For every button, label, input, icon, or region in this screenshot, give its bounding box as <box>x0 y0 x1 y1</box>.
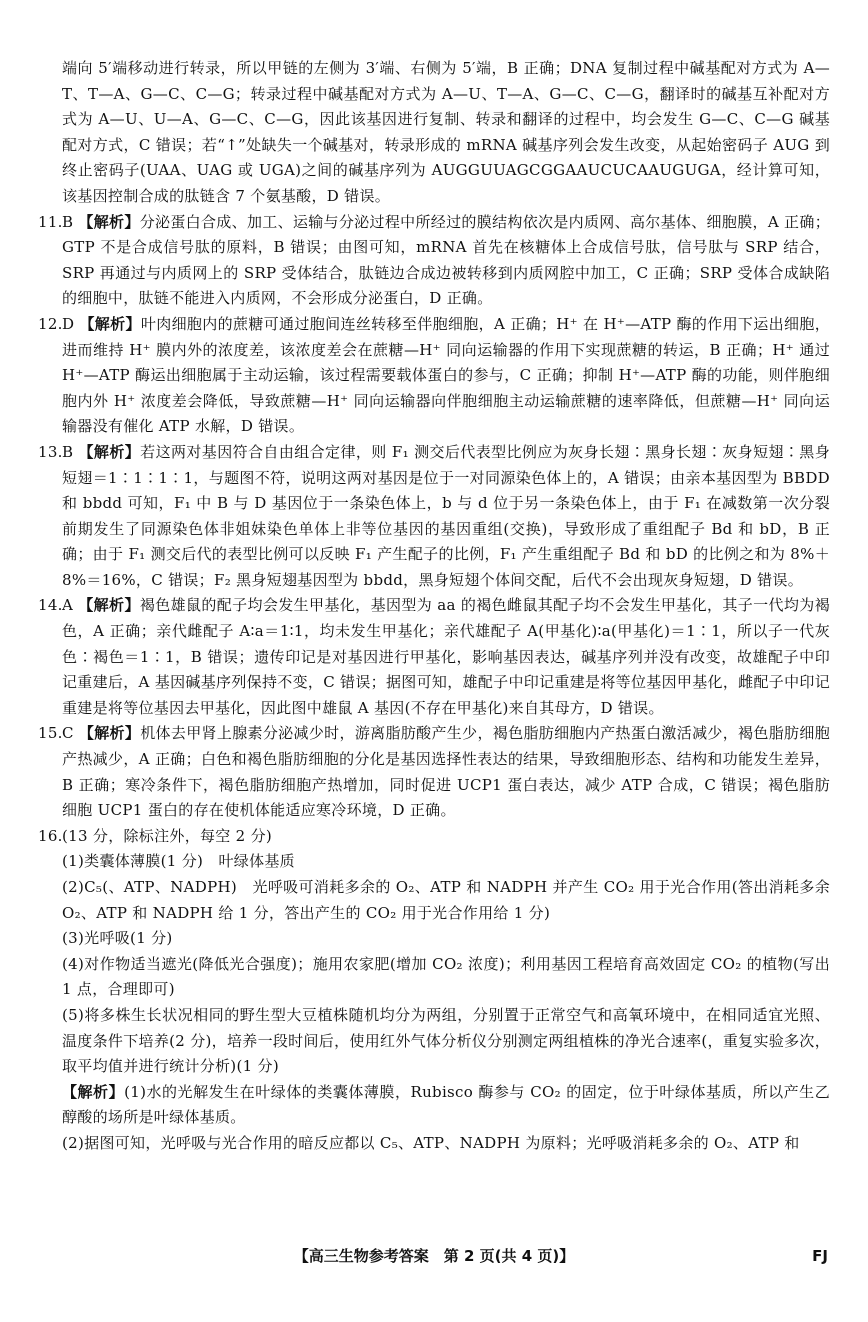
answer-15 <box>38 721 830 823</box>
answer-14 <box>38 593 830 721</box>
answer-16-explanation-1-text: (1)水的光解发生在叶绿体的类囊体薄膜，Rubisco 酶参与 CO₂ 的固定，位于叶绿体基质，所以产生乙醇酸的场所是叶绿体基质。 <box>62 1082 830 1127</box>
answer-16-tag: 【解析】 <box>62 1082 125 1101</box>
answer-12 <box>38 312 830 440</box>
answer-14-key: A <box>62 596 74 615</box>
answer-13 <box>38 440 830 594</box>
answer-15-tag: 【解析】 <box>78 724 141 743</box>
answer-14-tag: 【解析】 <box>78 596 140 615</box>
answer-13-text: 若这两对基因符合自由组合定律，则 F₁ 测交后代表型比例应为灰身长翅∶黑身长翅∶灰身短翅∶黑身短翅＝1∶1∶1∶1，与题图不符，说明这两对基因是位于一对同源染色体上的，A 错误；由亲本基因型为 BBDD 和 bbdd 可知，F₁ 中 B 与 D 基因位于一条染色体上，b 与 d 位于另一条染色体上，由于 F₁ 在减数第一次分裂前期发生了同源染色体非姐妹染色单体上非等位基因的基因重组(交换)，导致形成了重组配子 Bd 和 bD，B 正确；由于 F₁ 测交后代的表型比例可以反映 F₁ 产生配子的比例，F₁ 产生重组配子 Bd 和 bD 的比例之和为 8%＋8%＝16%，C 错误；F₂ 黑身短翅基因型为 bbdd，黑身短翅个体间交配，后代不会出现灰身短翅，D 错误。 <box>62 442 831 589</box>
answer-16-part-1: (1)类囊体薄膜(1 分) 叶绿体基质 <box>62 852 295 871</box>
answer-13-key: B <box>62 442 74 461</box>
answer-16-explanation-2: (2)据图可知，光呼吸与光合作用的暗反应都以 C₅、ATP、NADPH 为原料；光呼吸消耗多余的 O₂、ATP 和 <box>62 1133 800 1152</box>
answer-12-text: 叶肉细胞内的蔗糖可通过胞间连丝转移至伴胞细胞，A 正确；H⁺ 在 H⁺—ATP 酶的作用下运出细胞，进而维持 H⁺ 膜内外的浓度差，该浓度差会在蔗糖—H⁺ 同向运输器的作用下实现蔗糖的转运，B 正确；H⁺ 通过 H⁺—ATP 酶运出细胞属于主动运输，该过程需要载体蛋白的参与，C 正确；抑制 H⁺—ATP 酶的功能，则伴胞细胞内外 H⁺ 浓度差会降低，导致蔗糖—H⁺ 同向运输器向伴胞细胞主动运输蔗糖的速率降低，但蔗糖—H⁺ 同向运输器没有催化 ATP 水解，D 错误。 <box>62 314 830 436</box>
footer-code: FJ <box>812 1247 828 1265</box>
answer-12-tag: 【解析】 <box>79 314 141 333</box>
answer-11 <box>38 210 830 312</box>
answer-16-explanation-1 <box>38 1080 830 1131</box>
answer-15-number: 15. <box>38 724 63 743</box>
answer-16-score-note: (13 分，除标注外，每空 2 分) <box>62 826 273 845</box>
answer-16-number: 16. <box>38 826 63 845</box>
answer-14-number: 14. <box>38 596 63 615</box>
answer-16-part-4: (4)对作物适当遮光(降低光合强度)；施用农家肥(增加 CO₂ 浓度)；利用基因工程培育高效固定 CO₂ 的植物(写出 1 点，合理即可) <box>62 954 830 999</box>
answer-16-header <box>38 824 830 850</box>
answer-11-tag: 【解析】 <box>78 212 140 231</box>
answer-15-text: 机体去甲肾上腺素分泌减少时，游离脂肪酸产生少，褐色脂肪细胞内产热蛋白激活减少，褐色脂肪细胞产热减少，A 正确；白色和褐色脂肪细胞的分化是基因选择性表达的结果，导致细胞形态、结构和功能发生差异，B 正确；寒冷条件下，褐色脂肪细胞产热增加，同时促进 UCP1 蛋白表达，减少 ATP 合成，C 错误；褐色脂肪细胞 UCP1 蛋白的存在使机体能适应寒冷环境，D 正确。 <box>62 724 830 820</box>
answer-15-key: C <box>62 724 74 743</box>
answer-11-number: 11. <box>38 212 63 231</box>
answer-12-key: D <box>62 314 75 333</box>
answer-16-part-3: (3)光呼吸(1 分) <box>62 929 173 948</box>
q10-continuation: 端向 5′端移动进行转录，所以甲链的左侧为 3′端、右侧为 5′端，B 正确；DNA 复制过程中碱基配对方式为 A—T、T—A、G—C、C—G；转录过程中碱基配对方式为 A—U、T—A、G—C、C—G，翻译时的碱基互补配对方式为 A—U、U—A、G—C、C—G，因此该基因进行复制、转录和翻译的过程中，均会发生 G—C、C—G 碱基配对方式，C 错误；若“↑”处缺失一个碱基对，转录形成的 mRNA 碱基序列会发生改变，从起始密码子 AUG 到终止密码子(UAA、UAG 或 UGA)之间的碱基序列为 AUGGUUAGCGGAAUCUCAAUGUGA，经计算可知，该基因控制合成的肽链含 7 个氨基酸，D 错误。 <box>62 59 830 205</box>
answer-12-number: 12. <box>38 314 63 333</box>
answer-16-part-2: (2)C₅(、ATP、NADPH) 光呼吸可消耗多余的 O₂、ATP 和 NADPH 并产生 CO₂ 用于光合作用(答出消耗多余 O₂、ATP 和 NADPH 给 1 分，答出产生的 CO₂ 用于光合作用给 1 分) <box>62 878 830 922</box>
footer-title: 【高三生物参考答案 第 2 页(共 4 页)】 <box>293 1247 575 1265</box>
answer-16-part-5: (5)将多株生长状况相同的野生型大豆植株随机均分为两组，分别置于正常空气和高氧环境中，在相同适宜光照、温度条件下培养(2 分)，培养一段时间后，使用红外气体分析仪分别测定两组植株的净光合速率(，重复实验多次，取平均值并进行统计分析)(1 分) <box>62 1005 830 1076</box>
answer-13-tag: 【解析】 <box>78 442 141 461</box>
answer-13-number: 13. <box>38 442 63 461</box>
page-footer <box>0 1244 868 1268</box>
answer-11-text: 分泌蛋白合成、加工、运输与分泌过程中所经过的膜结构依次是内质网、高尔基体、细胞膜，A 正确；GTP 不是合成信号肽的原料，B 错误；由图可知，mRNA 首先在核糖体上合成信号肽，信号肽与 SRP 结合，SRP 再通过与内质网上的 SRP 受体结合，肽链边合成边被转移到内质网腔中加工，C 正确；SRP 受体合成缺陷的细胞中，肽链不能进入内质网，不会形成分泌蛋白，D 正确。 <box>62 212 830 308</box>
answer-14-text: 褐色雄鼠的配子均会发生甲基化，基因型为 aa 的褐色雌鼠其配子均不会发生甲基化，其子一代均为褐色，A 正确；亲代雌配子 A∶a＝1∶1，均未发生甲基化；亲代雄配子 A(甲基化)∶a(甲基化)＝1∶1，所以子一代灰色∶褐色＝1∶1，B 错误；遗传印记是对基因进行甲基化，影响基因表达，碱基序列并没有改变，故雄配子中印记重建后，A 基因碱基序列保持不变，C 错误；据图可知，雄配子中印记重建是将等位基因甲基化，雌配子中印记重建是将等位基因去甲基化，因此图中雄鼠 A 基因(不存在甲基化)来自其母方，D 错误。 <box>62 596 830 717</box>
answer-11-key: B <box>62 212 74 231</box>
